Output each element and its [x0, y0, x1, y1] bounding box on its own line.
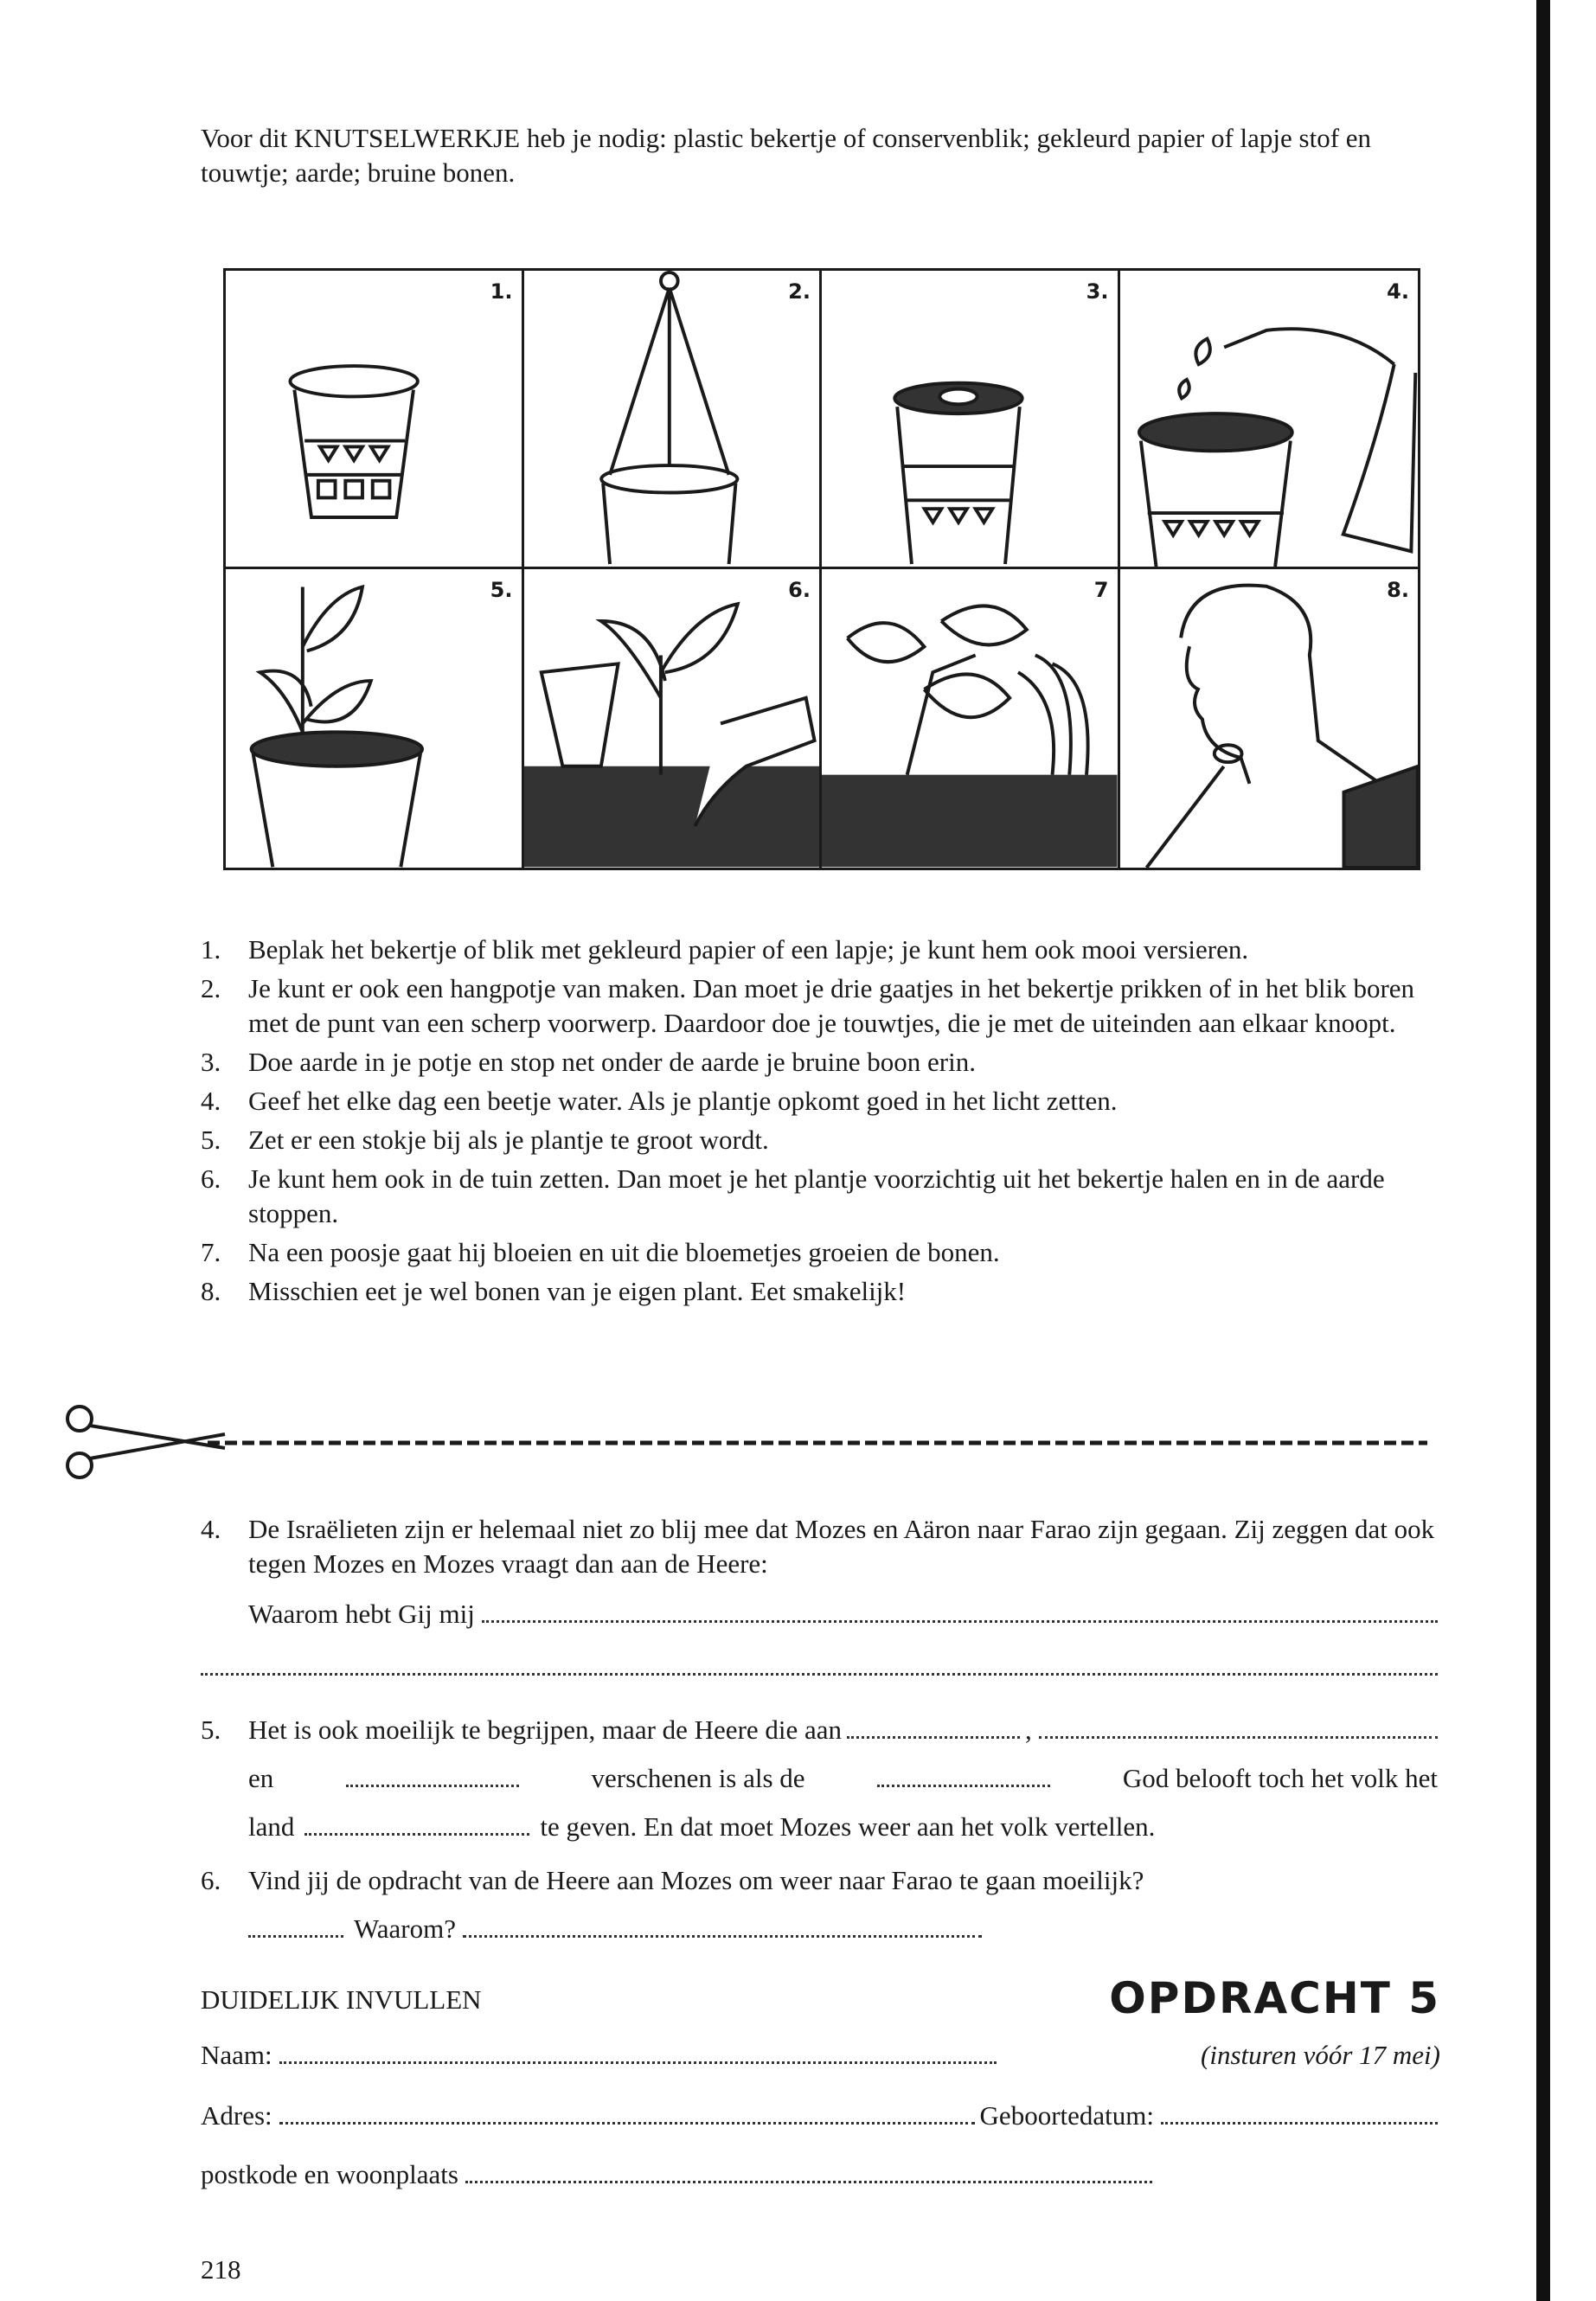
item-text: Zet er een stokje bij als je plantje te groot wordt. [248, 1125, 769, 1155]
name-label: Naam: [201, 2040, 272, 2070]
question-number: 6. [201, 1865, 221, 1895]
question-prompt: Waarom hebt Gij mij [248, 1599, 475, 1629]
item-text: Je kunt hem ook in de tuin zetten. Dan moet je het plantje voorzichtig uit het bekertje halen en in de aarde stoppen. [248, 1163, 1385, 1228]
address-row [201, 2099, 1438, 2133]
address-label: Adres: [201, 2100, 272, 2131]
question-number: 5. [201, 1715, 221, 1745]
answer-field[interactable] [1039, 1714, 1438, 1739]
deadline-note: (insturen vóór 17 mei) [1201, 2040, 1440, 2070]
answer-field[interactable] [346, 1762, 519, 1787]
item-text: Beplak het bekertje of blik met gekleurd papier of een lapje; je kunt hem ook mooi versieren. [248, 934, 1249, 965]
item-number: 7. [201, 1237, 221, 1267]
cup-illustration [226, 271, 522, 567]
question-4 [201, 1512, 1438, 1676]
panel-number: 3. [1086, 279, 1109, 304]
panel-8 [1120, 569, 1419, 868]
item-text: Na een poosje gaat hij bloeien en uit die bloemetjes groeien de bonen. [248, 1237, 1000, 1267]
assignment-title: OPDRACHT 5 [1109, 1973, 1440, 2023]
item-text: Je kunt er ook een hangpotje van maken. Dan moet je drie gaatjes in het bekertje prikken of in het blik boren met de punt van een scherp voorwerp. Daardoor doe je touwtjes, die je met de uiteinden aan elkaar knoopt. [248, 973, 1415, 1038]
instruction-item [201, 971, 1438, 1041]
item-number: 1. [201, 934, 221, 965]
watering-illustration [1120, 271, 1419, 567]
item-number: 8. [201, 1276, 221, 1306]
birthdate-label: Geboortedatum: [979, 2100, 1154, 2131]
form-heading: DUIDELIJK INVULLEN [201, 1984, 482, 2015]
question-text: land [248, 1811, 295, 1842]
illustration-grid [223, 268, 1420, 870]
hanging-pot-illustration [524, 271, 820, 567]
instruction-item [201, 1084, 1438, 1118]
question-text: God belooft toch het volk het [1122, 1763, 1438, 1793]
scissors-icon [67, 1407, 225, 1477]
planting-in-garden-illustration [524, 569, 820, 868]
item-number: 2. [201, 973, 221, 1003]
panel-1 [226, 271, 524, 569]
panel-number: 1. [490, 279, 513, 304]
panel-number: 4. [1387, 279, 1409, 304]
instruction-item [201, 1123, 1438, 1157]
panel-number: 6. [788, 578, 811, 602]
item-number: 4. [201, 1086, 221, 1116]
question-text: Vind jij de opdracht van de Heere aan Mozes om weer naar Farao te gaan moeilijk? [248, 1865, 1144, 1895]
postcode-row [201, 2157, 1152, 2192]
answer-field[interactable] [248, 1913, 343, 1938]
instruction-list [201, 933, 1438, 1313]
item-text: Geef het elke dag een beetje water. Als je plantje opkomt goed in het licht zetten. [248, 1086, 1118, 1116]
item-number: 3. [201, 1047, 221, 1077]
panel-number: 8. [1387, 578, 1409, 602]
panel-5 [226, 569, 524, 868]
item-number: 6. [201, 1163, 221, 1194]
page-number: 218 [201, 2254, 241, 2285]
panel-3 [822, 271, 1120, 569]
question-prompt: Waarom? [354, 1913, 456, 1944]
question-text: Het is ook moeilijk te begrijpen, maar de Heere die aan [248, 1715, 843, 1745]
question-6 [201, 1863, 1438, 1946]
address-field[interactable] [279, 2099, 975, 2125]
instruction-item [201, 1274, 1438, 1309]
page-edge-bar [1536, 0, 1550, 2301]
birthdate-field[interactable] [1161, 2099, 1438, 2125]
flowering-plant-illustration [822, 569, 1118, 868]
panel-7 [822, 569, 1120, 868]
answer-field[interactable] [463, 1913, 982, 1938]
instruction-item [201, 1235, 1438, 1270]
item-number: 5. [201, 1125, 221, 1155]
instruction-item [201, 933, 1438, 967]
question-number: 4. [201, 1514, 221, 1544]
question-text: verschenen is als de [591, 1763, 805, 1793]
answer-field[interactable] [877, 1762, 1050, 1787]
question-text: , [1025, 1715, 1032, 1745]
item-text: Doe aarde in je potje en stop net onder de aarde je bruine boon erin. [248, 1047, 976, 1077]
question-text: en [248, 1763, 274, 1793]
answer-field[interactable] [847, 1714, 1020, 1739]
plant-with-stick-illustration [226, 569, 522, 868]
panel-4 [1120, 271, 1419, 569]
postcode-field[interactable] [465, 2158, 1152, 2183]
panel-number: 5. [490, 578, 513, 602]
cut-line [61, 1403, 1445, 1481]
item-text: Misschien eet je wel bonen van je eigen plant. Eet smakelijk! [248, 1276, 907, 1306]
name-field[interactable] [279, 2039, 997, 2064]
question-text: te geven. En dat moet Mozes weer aan het volk vertellen. [540, 1811, 1156, 1842]
answer-field[interactable] [482, 1598, 1438, 1623]
question-text: De Israëlieten zijn er helemaal niet zo blij mee dat Mozes en Aäron naar Farao zijn gegaan. Zij zeggen dat ook tegen Mozes en Mozes vraagt dan aan de Heere: [248, 1514, 1435, 1579]
boy-eating-bean-illustration [1120, 569, 1419, 868]
instruction-item [201, 1045, 1438, 1080]
instruction-item [201, 1162, 1438, 1231]
panel-number: 2. [788, 279, 811, 304]
answer-field[interactable] [304, 1811, 529, 1836]
panel-2 [524, 271, 823, 569]
postcode-label: postkode en woonplaats [201, 2159, 458, 2189]
pot-with-soil-illustration [822, 271, 1118, 567]
question-5 [201, 1713, 1438, 1844]
answer-field[interactable] [201, 1650, 1438, 1676]
panel-6 [524, 569, 823, 868]
name-row [201, 2038, 997, 2073]
panel-number: 7 [1093, 578, 1109, 602]
intro-text: Voor dit KNUTSELWERKJE heb je nodig: plastic bekertje of conservenblik; gekleurd papier of lapje stof en touwtje; aarde; bruine bonen. [201, 123, 1372, 188]
